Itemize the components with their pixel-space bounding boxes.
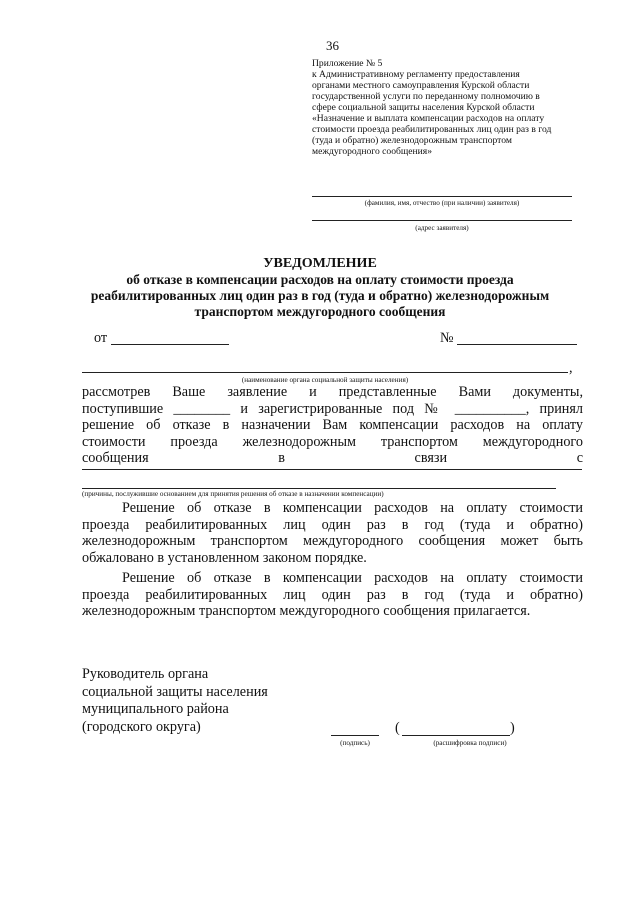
paragraph-line: проезда реабилитированных лиц один раз в год (туда и обратно) bbox=[82, 586, 583, 603]
appendix-line: междугородного сообщения» bbox=[312, 146, 433, 157]
applicant-name-caption: (фамилия, имя, отчество (при наличии) заявителя) bbox=[364, 199, 520, 207]
number-label: № bbox=[440, 330, 454, 346]
signatory-line: муниципального района bbox=[82, 701, 229, 717]
attachment-paragraph bbox=[82, 570, 583, 620]
paragraph-line: железнодорожным транспортом междугородного сообщения прилагается. bbox=[82, 603, 531, 619]
appeal-paragraph bbox=[82, 500, 583, 566]
body-text bbox=[82, 384, 583, 467]
signatory-line: Руководитель органа bbox=[82, 666, 209, 682]
appendix-line: «Назначение и выплата компенсации расходов на оплату bbox=[312, 113, 545, 124]
signature-field[interactable] bbox=[331, 735, 379, 736]
signatory-line: (городского округа) bbox=[82, 718, 201, 735]
page-number: 36 bbox=[326, 38, 339, 53]
appendix-header bbox=[312, 58, 594, 157]
from-label: от bbox=[94, 330, 108, 346]
paragraph-line: обжаловано в установленном законом порядке. bbox=[82, 549, 367, 566]
decoding-caption: (расшифровка подписи) bbox=[433, 739, 507, 747]
body-line: решение об отказе в назначении Вам компенсации расходов на оплату bbox=[82, 417, 583, 433]
appendix-line: Приложение № 5 bbox=[312, 58, 383, 69]
subtitle-line: об отказе в компенсации расходов на оплату стоимости проезда bbox=[126, 272, 514, 287]
paragraph-line: Решение об отказе в компенсации расходов на оплату стоимости bbox=[122, 500, 583, 516]
subtitle-line: реабилитированных лиц один раз в год (туда и обратно) железнодорожным bbox=[90, 288, 550, 303]
applicant-address-line[interactable] bbox=[312, 220, 572, 221]
body-line: поступившие ________ и зарегистрированные под № __________, принял bbox=[82, 400, 583, 417]
appendix-line: органами местного самоуправления Курской области bbox=[312, 80, 530, 91]
signatory-title bbox=[82, 666, 268, 736]
document-subtitle bbox=[0, 272, 640, 320]
reasons-line-1[interactable] bbox=[82, 469, 582, 470]
number-field[interactable] bbox=[457, 344, 577, 345]
appendix-line: стоимости проезда реабилитированных лиц один раз в год bbox=[312, 124, 552, 135]
paren-close: ) bbox=[510, 720, 515, 736]
paragraph-line: Решение об отказе в компенсации расходов на оплату стоимости bbox=[122, 570, 583, 586]
reasons-caption: (причины, послужившие основанием для принятия решения об отказе в назначении компенсации) bbox=[82, 490, 384, 498]
appendix-line: сфере социальной защиты населения Курской области bbox=[312, 102, 535, 113]
body-line: стоимости проезда железнодорожным транспортом междугородного bbox=[82, 433, 583, 450]
org-caption: (наименование органа социальной защиты населения) bbox=[241, 376, 409, 384]
applicant-name-line[interactable] bbox=[312, 196, 572, 197]
subtitle-line: транспортом междугородного сообщения bbox=[194, 304, 446, 319]
paragraph-line: проезда реабилитированных лиц один раз в год (туда и обратно) bbox=[82, 516, 583, 533]
document-title: УВЕДОМЛЕНИЕ bbox=[263, 256, 377, 271]
body-line: рассмотрев Ваше заявление и представленные Вами документы, bbox=[82, 384, 583, 400]
signatory-line: социальной защиты населения bbox=[82, 683, 268, 700]
appendix-line: государственной услуги по переданному полномочию в bbox=[312, 91, 540, 102]
decoding-field[interactable] bbox=[402, 735, 510, 736]
date-field[interactable] bbox=[111, 344, 229, 345]
signature-caption: (подпись) bbox=[340, 739, 370, 747]
reasons-line-2[interactable] bbox=[82, 488, 556, 489]
paragraph-line: железнодорожным транспортом междугородного сообщения может быть bbox=[82, 533, 583, 549]
body-line: сообщения в связи с bbox=[82, 450, 583, 466]
comma: , bbox=[569, 360, 573, 376]
applicant-address-caption: (адрес заявителя) bbox=[415, 224, 469, 232]
appendix-line: (туда и обратно) железнодорожным транспортом bbox=[312, 135, 512, 146]
org-name-line[interactable] bbox=[82, 372, 568, 373]
appendix-line: к Административному регламенту предоставления bbox=[312, 69, 520, 80]
paren-open: ( bbox=[395, 720, 400, 736]
